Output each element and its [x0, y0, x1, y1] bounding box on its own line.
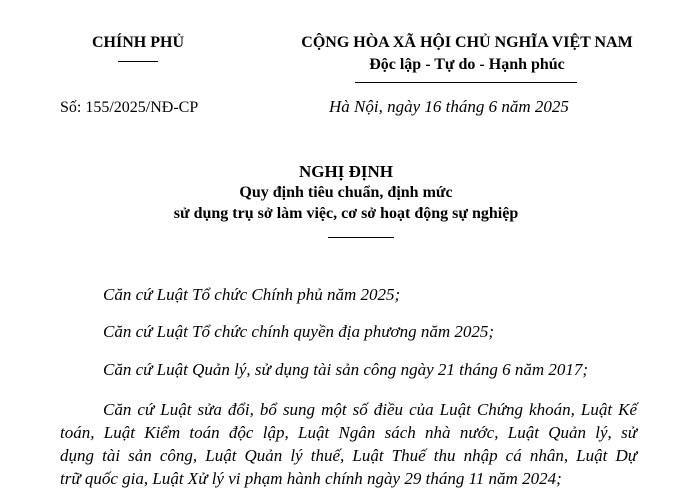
legal-basis-4-line-3: dụng tài sản công, Luật Quản lý thuế, Luật Thuế thu nhập cá nhân, Luật Dự: [60, 446, 637, 465]
document-title-line-1: Quy định tiêu chuẩn, định mức: [239, 184, 453, 201]
motto-underline: [355, 82, 577, 83]
agency-underline: [118, 61, 158, 62]
legal-basis-3: Căn cứ Luật Quản lý, sử dụng tài sản công ngày 21 tháng 6 năm 2017;: [103, 360, 589, 379]
national-motto: Độc lập - Tự do - Hạnh phúc: [369, 56, 565, 73]
place-and-date: Hà Nội, ngày 16 tháng 6 năm 2025: [329, 97, 569, 116]
legal-basis-4-line-2: toán, Luật Kiểm toán độc lập, Luật Ngân sách nhà nước, Luật Quản lý, sử: [60, 423, 637, 442]
title-underline: [328, 237, 394, 238]
legal-basis-1: Căn cứ Luật Tổ chức Chính phủ năm 2025;: [103, 285, 401, 304]
document-type: NGHỊ ĐỊNH: [299, 162, 393, 181]
legal-basis-4-line-4: trữ quốc gia, Luật Xử lý vi phạm hành chính ngày 29 tháng 11 năm 2024;: [60, 469, 562, 488]
issuing-agency: CHÍNH PHỦ: [92, 34, 184, 51]
country-name: CỘNG HÒA XÃ HỘI CHỦ NGHĨA VIỆT NAM: [301, 34, 633, 51]
document-title-line-2: sử dụng trụ sở làm việc, cơ sở hoạt động sự nghiệp: [173, 205, 519, 222]
legal-basis-2: Căn cứ Luật Tổ chức chính quyền địa phương năm 2025;: [103, 322, 495, 341]
legal-basis-4: [60, 398, 637, 490]
document-number: Số: 155/2025/NĐ-CP: [60, 99, 199, 116]
legal-basis-4-line-1: Căn cứ Luật sửa đổi, bổ sung một số điều của Luật Chứng khoán, Luật Kế: [103, 400, 637, 419]
